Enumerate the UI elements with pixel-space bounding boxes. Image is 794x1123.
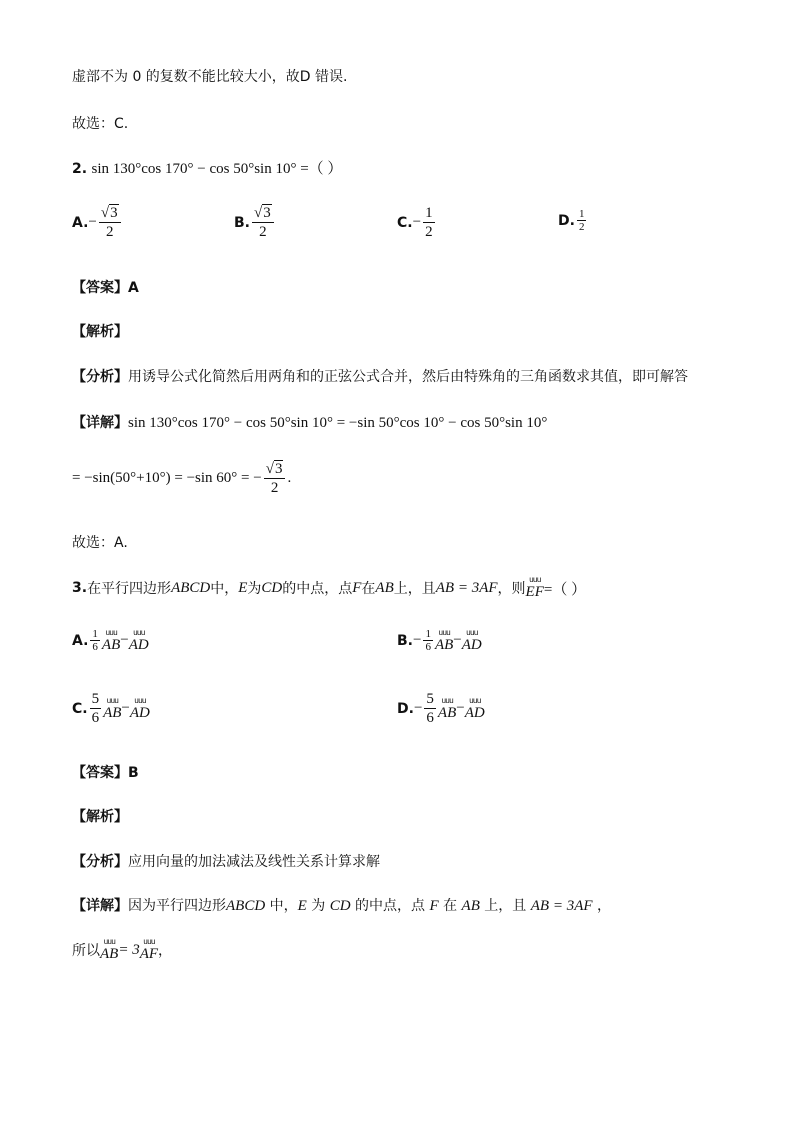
text-line-complex-compare: 虚部不为 0 的复数不能比较大小，故D 错误. <box>72 69 348 85</box>
option-label: D. <box>558 212 575 229</box>
vector: uuu AD <box>461 627 482 653</box>
math-equation: = 3 <box>118 941 140 958</box>
analysis-heading-2: 【解析】 <box>72 324 128 340</box>
text: ， <box>158 943 173 959</box>
fraction: $\frac{5}{6}$ <box>426 691 434 726</box>
option-label: B. <box>234 214 250 231</box>
math-var: E <box>238 579 248 596</box>
math-var: AB <box>461 898 480 914</box>
text: 中， <box>210 581 239 597</box>
minus-sign: − <box>88 214 97 230</box>
fraction: $\frac{1}{2}$ <box>425 205 433 240</box>
q3-option-c <box>72 690 150 727</box>
math-var: CD <box>261 579 283 596</box>
detail-2-line-2 <box>72 460 291 497</box>
math-equation: AB = 3AF <box>530 898 593 914</box>
minus-sign: − <box>121 700 130 716</box>
analysis-tag: 【分析】 <box>72 369 128 385</box>
q2-option-b <box>234 204 276 241</box>
option-label: A. <box>72 632 89 649</box>
text: 中， <box>265 898 298 914</box>
period: . <box>287 470 292 486</box>
math-var: CD <box>329 898 351 914</box>
minus-sign: − <box>120 632 129 648</box>
text: 在 <box>361 581 376 597</box>
text: 在 <box>438 898 462 914</box>
q3-option-d <box>397 690 485 727</box>
math-var: E <box>297 898 307 914</box>
text: 因为平行四边形 <box>128 898 226 914</box>
fraction: $\frac{1}{2}$ <box>578 208 585 233</box>
detail-expression: sin 130°cos 170° − cos 50°sin 10° = −sin 50°cos 10° − cos 50°sin 10° <box>128 415 548 431</box>
text-line-choice-c: 故选：C. <box>72 116 129 132</box>
math-var: ABCD <box>171 579 211 596</box>
q3-option-b <box>397 628 482 653</box>
detail-tag: 【详解】 <box>72 415 128 431</box>
text: 的中点，点 <box>282 581 353 597</box>
minus-sign: − <box>412 214 422 230</box>
analysis-tag: 【分析】 <box>72 854 128 870</box>
answer-value: B <box>128 765 139 781</box>
choice-2: 故选：A. <box>72 535 128 551</box>
text: =（ ） <box>543 581 587 598</box>
answer-tag: 【答案】 <box>72 765 128 781</box>
fraction: $\frac{1}{6}$ <box>92 628 98 653</box>
answer-value: A <box>128 280 139 296</box>
math-var: ABCD <box>226 898 266 914</box>
option-label: C. <box>397 214 413 231</box>
q2-option-d <box>558 208 588 233</box>
detail-2 <box>72 412 547 432</box>
text: 上，且 <box>479 898 531 914</box>
answer-2 <box>72 277 139 297</box>
vector: uuu EF <box>525 575 544 600</box>
question-2 <box>72 157 342 178</box>
vector: uuu AB <box>101 627 121 653</box>
analysis-text: 用诱导公式化简然后用两角和的正弦公式合并，然后由特殊角的三角函数求其值，即可解答 <box>128 369 688 385</box>
vector: uuu AD <box>464 695 485 721</box>
minus-sign: − <box>453 632 462 648</box>
fraction: $\frac{1}{6}$ <box>425 628 431 653</box>
vector: uuu AD <box>129 695 150 721</box>
option-label: A. <box>72 214 89 231</box>
vector: uuu AD <box>128 627 149 653</box>
fraction: √ 3 2 <box>264 460 286 497</box>
text: 为 <box>306 898 330 914</box>
question-2-number: 2. <box>72 161 88 177</box>
text: ， <box>592 898 611 914</box>
text: 上，且 <box>393 581 436 597</box>
question-3-number: 3. <box>72 580 88 596</box>
option-label: C. <box>72 700 88 717</box>
analysis-heading-3: 【解析】 <box>72 809 128 825</box>
fraction: √ 3 2 <box>252 204 274 241</box>
question-2-expression: sin 130°cos 170° − cos 50°sin 10° =（ ） <box>91 161 343 177</box>
math-var: F <box>352 579 362 596</box>
vector: uuu AB <box>437 695 457 721</box>
analysis-3 <box>72 851 380 871</box>
detail-expression: = −sin(50°+10°) = −sin 60° = − <box>72 470 262 486</box>
math-var: F <box>429 898 439 914</box>
fraction: $\frac{5}{6}$ <box>91 691 100 726</box>
minus-sign: − <box>456 700 465 716</box>
q2-option-a <box>72 204 123 241</box>
detail-3 <box>72 895 611 915</box>
vector: uuu AB <box>103 695 122 721</box>
text: 在平行四边形 <box>87 581 172 597</box>
text: 所以 <box>72 943 100 959</box>
q2-option-c <box>397 204 437 241</box>
vector: uuu AF <box>139 937 159 962</box>
analysis-2 <box>72 366 688 386</box>
math-var: AB <box>375 579 394 596</box>
analysis-text: 应用向量的加法减法及线性关系计算求解 <box>128 854 380 870</box>
option-label: B. <box>397 632 413 649</box>
answer-tag: 【答案】 <box>72 280 128 296</box>
text: 的中点，点 <box>350 898 430 914</box>
minus-sign: − <box>413 632 422 648</box>
text: ，则 <box>497 581 526 597</box>
vector: uuu AB <box>434 627 454 653</box>
detail-3-line-2 <box>72 938 172 962</box>
text: 为 <box>247 581 262 597</box>
minus-sign: − <box>413 700 423 716</box>
answer-3 <box>72 762 139 782</box>
fraction: √ 3 2 <box>99 204 121 241</box>
q3-option-a <box>72 628 149 653</box>
detail-tag: 【详解】 <box>72 898 128 914</box>
math-equation: AB = 3AF <box>435 579 498 596</box>
option-label: D. <box>397 700 414 717</box>
question-3 <box>72 576 586 600</box>
vector: uuu AB <box>100 937 119 962</box>
